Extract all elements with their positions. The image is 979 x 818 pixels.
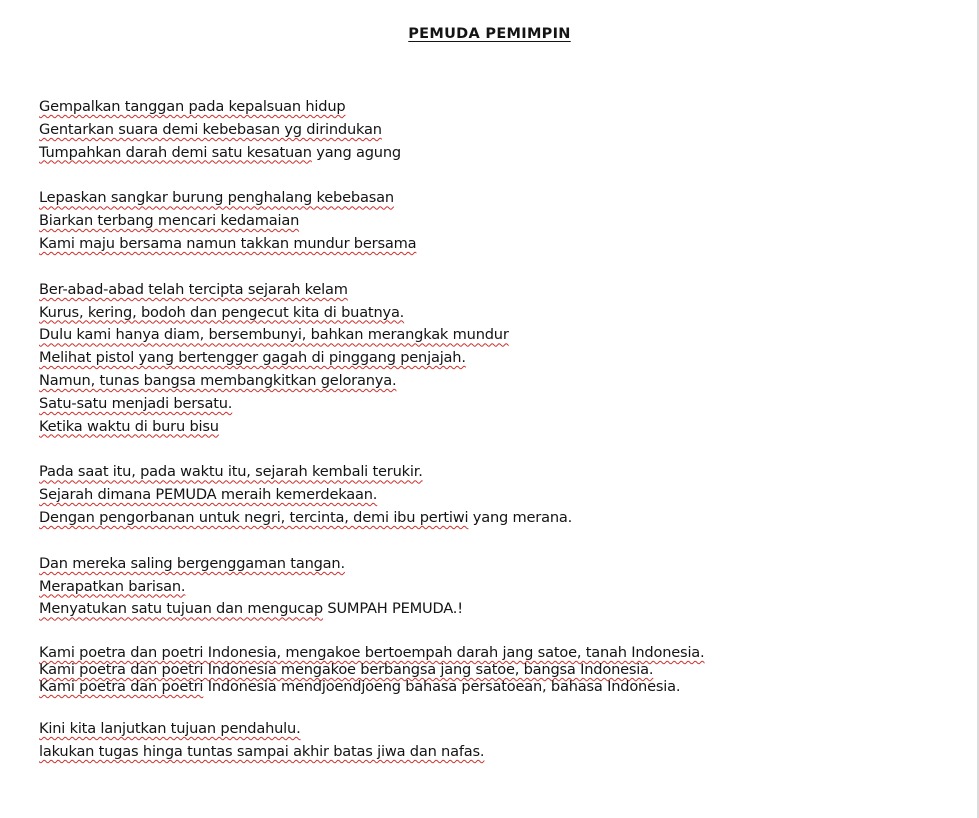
- spellcheck-underlined-text: Lepaskan sangkar burung penghalang kebebasan: [39, 189, 394, 207]
- spellcheck-underlined-text: lakukan tugas hinga tuntas sampai akhir batas jiwa dan nafas.: [39, 742, 485, 760]
- spellcheck-underlined-text: Kami poetra dan poetri Indonesia mengakoe berbangsa jang satoe, bangsa Indonesia.: [39, 661, 654, 679]
- spellcheck-underlined-text: Ber-abad-abad telah tercipta sejarah kelam: [39, 280, 348, 298]
- spellcheck-underlined-text: Tumpahkan darah demi satu kesatuan: [39, 143, 312, 161]
- spellcheck-underlined-text: Merapatkan barisan.: [39, 577, 186, 595]
- stanza: [39, 644, 969, 695]
- spellcheck-underlined-text: Dulu kami hanya diam, bersembunyi, bahkan merangkak mundur: [39, 326, 509, 344]
- spellcheck-underlined-text: Ketika waktu di buru bisu: [39, 417, 219, 435]
- stanza: [39, 96, 969, 164]
- poem-body: [39, 96, 969, 787]
- poem-line: [39, 598, 969, 621]
- poem-line: [39, 187, 969, 210]
- plain-text: yang merana.: [468, 508, 573, 526]
- poem-line: [39, 119, 969, 142]
- poem-line: [39, 576, 969, 599]
- poem-line: [39, 393, 969, 416]
- spellcheck-underlined-text: Biarkan terbang mencari kedamaian: [39, 212, 300, 230]
- spellcheck-underlined-text: Kami maju bersama namun takkan mundur bersama: [39, 234, 417, 252]
- poem-line: [39, 416, 969, 439]
- poem-line: [39, 553, 969, 576]
- poem-line: [39, 644, 969, 661]
- poem-title: PEMUDA PEMIMPIN: [408, 26, 571, 42]
- poem-line: [39, 718, 969, 741]
- stanza: [39, 718, 969, 764]
- poem-line: [39, 741, 969, 764]
- spellcheck-underlined-text: Kami poetra dan poetri Indonesia, mengakoe bertoempah darah jang satoe, tanah Indonesia.: [39, 644, 705, 662]
- spellcheck-underlined-text: Sejarah dimana PEMUDA meraih kemerdekaan.: [39, 486, 378, 504]
- spellcheck-underlined-text: Menyatukan satu tujuan dan mengucap: [39, 600, 323, 618]
- poem-line: [39, 96, 969, 119]
- poem-line: [39, 324, 969, 347]
- spellcheck-underlined-text: Gempalkan tanggan pada kepalsuan hidup: [39, 98, 346, 115]
- poem-line: [39, 461, 969, 484]
- poem-line: [39, 302, 969, 325]
- spellcheck-underlined-text: Gentarkan suara demi kebebasan yg dirindukan: [39, 120, 382, 138]
- spellcheck-underlined-text: Dan mereka saling bergenggaman tangan.: [39, 554, 345, 572]
- poem-line: [39, 347, 969, 370]
- stanza: [39, 187, 969, 255]
- poem-line: [39, 210, 969, 233]
- spellcheck-underlined-text: Kurus, kering, bodoh dan pengecut kita di buatnya.: [39, 303, 405, 321]
- plain-text: yang agung: [311, 143, 401, 161]
- stanza: [39, 553, 969, 621]
- spellcheck-underlined-text: Namun, tunas bangsa membangkitkan geloranya.: [39, 371, 397, 389]
- poem-line: [39, 142, 969, 165]
- plain-text: Indonesia mendjoendjoeng bahasa persatoean, bahasa Indonesia.: [203, 678, 681, 696]
- spellcheck-underlined-text: Dengan pengorbanan untuk negri, tercinta, demi ibu pertiwi: [39, 508, 469, 526]
- spellcheck-underlined-text: Kami poetra dan poetri: [39, 678, 204, 696]
- plain-text: SUMPAH PEMUDA.!: [322, 600, 463, 618]
- poem-line: [39, 370, 969, 393]
- poem-line: [39, 678, 969, 695]
- stanza: [39, 279, 969, 439]
- spellcheck-underlined-text: Melihat pistol yang bertengger gagah di pinggang penjajah.: [39, 349, 466, 367]
- poem-line: [39, 484, 969, 507]
- poem-line: [39, 507, 969, 530]
- spellcheck-underlined-text: Kini kita lanjutkan tujuan pendahulu.: [39, 720, 301, 738]
- poem-line: [39, 233, 969, 256]
- poem-line: [39, 279, 969, 302]
- poem-line: [39, 661, 969, 678]
- stanza: [39, 461, 969, 529]
- spellcheck-underlined-text: Satu-satu menjadi bersatu.: [39, 394, 233, 412]
- spellcheck-underlined-text: Pada saat itu, pada waktu itu, sejarah kembali terukir.: [39, 463, 423, 481]
